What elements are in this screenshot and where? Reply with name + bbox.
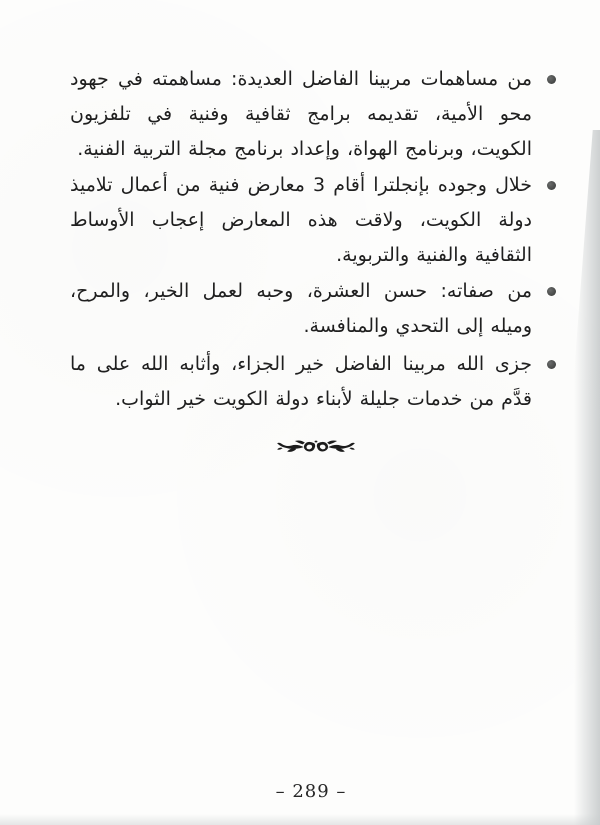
paragraph-text: من مساهمات مربينا الفاضل العديدة: مساهمته في جهود محو الأمية، تقديمه برامج ثقافية وفنية في تلفزيون الكويت، وبرنامج الهواة، وإعداد برنامج مجلة التربية الفنية. <box>70 68 532 160</box>
list-item <box>70 168 556 273</box>
bullet-icon <box>547 181 556 190</box>
section-divider <box>0 433 600 459</box>
paragraph-text: جزى الله مربينا الفاضل خير الجزاء، وأثابه الله على ما قدَّم من خدمات جليلة لأبناء دولة الكويت خير الثواب. <box>70 353 532 410</box>
bullet-list <box>70 62 556 417</box>
list-item <box>70 347 556 417</box>
bullet-icon <box>547 75 556 84</box>
bullet-icon <box>547 287 556 296</box>
list-item <box>70 274 556 344</box>
body-text-block <box>70 62 556 418</box>
scan-shadow-bottom <box>0 814 600 825</box>
bullet-icon <box>547 360 556 369</box>
floral-ornament-icon <box>276 433 356 459</box>
paragraph-text: خلال وجوده بإنجلترا أقام 3 معارض فنية من أعمال تلاميذ دولة الكويت، ولاقت هذه المعارض إعجاب الأوساط الثقافية والفنية والتربوية. <box>70 174 532 266</box>
list-item <box>70 62 556 167</box>
page-number: – 289 – <box>275 781 347 802</box>
paragraph-text: من صفاته: حسن العشرة، وحبه لعمل الخير، والمرح، وميله إلى التحدي والمنافسة. <box>70 280 532 337</box>
